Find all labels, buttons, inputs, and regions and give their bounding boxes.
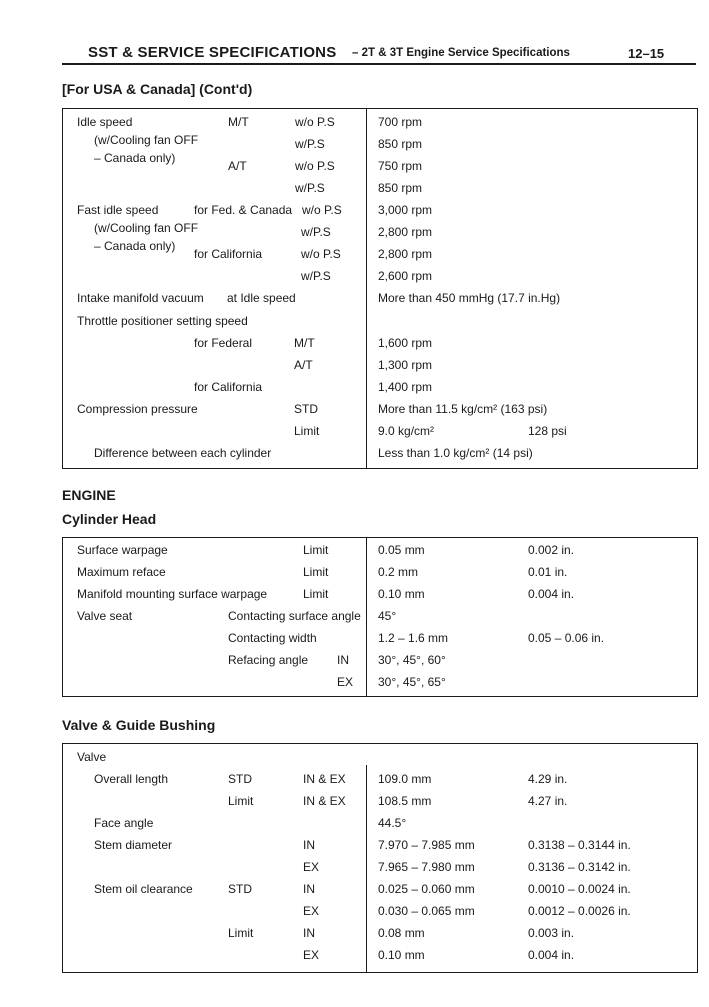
valve-guide-qualifier-label: EX xyxy=(303,948,320,962)
cylinder-head-imperial-value: 0.05 – 0.06 in. xyxy=(528,631,605,645)
idle-spec-item-label: Compression pressure xyxy=(77,402,198,416)
cylinder-head-item-label: Manifold mounting surface warpage xyxy=(77,587,268,601)
valve-guide-imperial-value: 4.29 in. xyxy=(528,772,568,786)
page-header-subtitle: – 2T & 3T Engine Service Specifications xyxy=(352,47,570,59)
section-title: ENGINE xyxy=(62,487,116,503)
cylinder-head-item-label: Surface warpage xyxy=(77,543,168,557)
subsection-title-valve-guide: Valve & Guide Bushing xyxy=(62,717,216,733)
cylinder-head-condition-label: Refacing angle xyxy=(228,653,309,667)
idle-spec-qualifier-label: Limit xyxy=(294,424,320,438)
valve-guide-qualifier-label: EX xyxy=(303,904,320,918)
cylinder-head-metric-value: 0.2 mm xyxy=(378,565,419,579)
idle-spec-qualifier-label: M/T xyxy=(294,336,315,350)
valve-guide-imperial-value: 0.004 in. xyxy=(528,948,575,962)
idle-spec-item-label: (w/Cooling fan OFF xyxy=(94,221,199,235)
idle-spec-qualifier-label: w/o P.S xyxy=(295,115,335,129)
valve-guide-imperial-value: 0.003 in. xyxy=(528,926,575,940)
valve-guide-qualifier-label: IN xyxy=(303,838,315,852)
valve-guide-metric-value: 109.0 mm xyxy=(378,772,432,786)
idle-spec-item-label: – Canada only) xyxy=(94,151,176,165)
valve-guide-qualifier-label: EX xyxy=(303,860,320,874)
idle-spec-metric-value: 700 rpm xyxy=(378,115,423,129)
idle-spec-metric-value: 2,800 rpm xyxy=(378,225,433,239)
idle-spec-item-label: (w/Cooling fan OFF xyxy=(94,133,199,147)
idle-spec-qualifier-label: w/o P.S xyxy=(295,159,335,173)
idle-spec-qualifier-label: A/T xyxy=(294,358,313,372)
idle-spec-metric-value: 2,600 rpm xyxy=(378,269,433,283)
valve-guide-imperial-value: 4.27 in. xyxy=(528,794,568,808)
idle-spec-condition-label: A/T xyxy=(228,159,247,173)
idle-spec-metric-value: Less than 1.0 kg/cm² (14 psi) xyxy=(378,446,533,460)
page-number: 12–15 xyxy=(628,46,665,61)
valve-guide-metric-value: 7.965 – 7.980 mm xyxy=(378,860,475,874)
idle-spec-qualifier-label: STD xyxy=(294,402,318,416)
valve-guide-qualifier-label: IN & EX xyxy=(303,772,346,786)
cylinder-head-metric-value: 30°, 45°, 65° xyxy=(378,675,446,689)
table-column-divider xyxy=(366,108,367,469)
page-header-title: SST & SERVICE SPECIFICATIONS xyxy=(88,44,337,61)
valve-guide-imperial-value: 0.0010 – 0.0024 in. xyxy=(528,882,631,896)
cylinder-head-metric-value: 0.10 mm xyxy=(378,587,425,601)
cylinder-head-condition-label: Contacting surface angle xyxy=(228,609,361,623)
cylinder-head-metric-value: 30°, 45°, 60° xyxy=(378,653,446,667)
header-rule xyxy=(62,63,696,65)
valve-guide-condition-label: STD xyxy=(228,882,252,896)
valve-guide-metric-value: 0.10 mm xyxy=(378,948,425,962)
cylinder-head-item-label: Maximum reface xyxy=(77,565,166,579)
cylinder-head-metric-value: 45° xyxy=(378,609,397,623)
valve-guide-item-label: Stem oil clearance xyxy=(94,882,193,896)
valve-guide-item-label: Face angle xyxy=(94,816,154,830)
table-column-divider xyxy=(366,537,367,697)
valve-guide-metric-value: 0.08 mm xyxy=(378,926,425,940)
idle-spec-condition-label: for California xyxy=(194,247,263,261)
idle-spec-metric-value: 3,000 rpm xyxy=(378,203,433,217)
idle-spec-qualifier-label: w/o P.S xyxy=(301,247,341,261)
cylinder-head-qualifier-label: Limit xyxy=(303,543,329,557)
cylinder-head-metric-value: 0.05 mm xyxy=(378,543,425,557)
idle-spec-qualifier-label: w/P.S xyxy=(301,225,331,239)
region-heading: [For USA & Canada] (Cont'd) xyxy=(62,81,253,97)
idle-spec-qualifier-label: w/P.S xyxy=(301,269,331,283)
valve-guide-qualifier-label: IN xyxy=(303,882,315,896)
idle-spec-item-label: Difference between each cylinder xyxy=(94,446,272,460)
valve-guide-qualifier-label: IN xyxy=(303,926,315,940)
cylinder-head-qualifier-label: Limit xyxy=(303,587,329,601)
valve-guide-qualifier-label: IN & EX xyxy=(303,794,346,808)
idle-spec-qualifier-label: w/P.S xyxy=(295,181,325,195)
cylinder-head-imperial-value: 0.002 in. xyxy=(528,543,575,557)
idle-spec-metric-value: 1,600 rpm xyxy=(378,336,433,350)
cylinder-head-condition-label: Contacting width xyxy=(228,631,317,645)
idle-spec-metric-value: 2,800 rpm xyxy=(378,247,433,261)
idle-spec-imperial-value: 128 psi xyxy=(528,424,567,438)
subsection-title-cylinder-head: Cylinder Head xyxy=(62,511,157,527)
idle-spec-metric-value: 1,300 rpm xyxy=(378,358,433,372)
idle-spec-condition-label: for California xyxy=(194,380,263,394)
valve-guide-item-label: Stem diameter xyxy=(94,838,173,852)
idle-spec-item-label: Intake manifold vacuum xyxy=(77,291,204,305)
cylinder-head-item-label: Valve seat xyxy=(77,609,133,623)
valve-guide-metric-value: 108.5 mm xyxy=(378,794,432,808)
idle-spec-metric-value: 1,400 rpm xyxy=(378,380,433,394)
valve-guide-imperial-value: 0.3138 – 0.3144 in. xyxy=(528,838,631,852)
idle-spec-item-label: Idle speed xyxy=(77,115,133,129)
valve-guide-item-label: Valve xyxy=(77,750,107,764)
valve-guide-metric-value: 0.030 – 0.065 mm xyxy=(378,904,475,918)
valve-guide-imperial-value: 0.3136 – 0.3142 in. xyxy=(528,860,631,874)
valve-guide-item-label: Overall length xyxy=(94,772,169,786)
valve-guide-condition-label: Limit xyxy=(228,794,254,808)
cylinder-head-qualifier-label: EX xyxy=(337,675,354,689)
idle-spec-qualifier-label: w/o P.S xyxy=(302,203,342,217)
cylinder-head-qualifier-label: IN xyxy=(337,653,349,667)
cylinder-head-qualifier-label: Limit xyxy=(303,565,329,579)
cylinder-head-imperial-value: 0.004 in. xyxy=(528,587,575,601)
idle-spec-metric-value: 850 rpm xyxy=(378,181,423,195)
idle-spec-condition-label: at Idle speed xyxy=(227,291,296,305)
idle-spec-item-label: Throttle positioner setting speed xyxy=(77,314,248,328)
cylinder-head-imperial-value: 0.01 in. xyxy=(528,565,568,579)
idle-spec-metric-value: 850 rpm xyxy=(378,137,423,151)
valve-guide-condition-label: STD xyxy=(228,772,252,786)
idle-spec-metric-value: 750 rpm xyxy=(378,159,423,173)
cylinder-head-metric-value: 1.2 – 1.6 mm xyxy=(378,631,449,645)
idle-spec-item-label: – Canada only) xyxy=(94,239,176,253)
valve-guide-metric-value: 44.5° xyxy=(378,816,407,830)
idle-spec-condition-label: M/T xyxy=(228,115,249,129)
valve-guide-metric-value: 7.970 – 7.985 mm xyxy=(378,838,475,852)
idle-spec-metric-value: More than 11.5 kg/cm² (163 psi) xyxy=(378,402,548,416)
idle-spec-qualifier-label: w/P.S xyxy=(295,137,325,151)
idle-spec-metric-value: More than 450 mmHg (17.7 in.Hg) xyxy=(378,291,561,305)
table-column-divider xyxy=(366,765,367,973)
idle-spec-condition-label: for Fed. & Canada xyxy=(194,203,293,217)
valve-guide-metric-value: 0.025 – 0.060 mm xyxy=(378,882,475,896)
idle-spec-item-label: Fast idle speed xyxy=(77,203,159,217)
idle-spec-metric-value: 9.0 kg/cm² xyxy=(378,424,435,438)
valve-guide-imperial-value: 0.0012 – 0.0026 in. xyxy=(528,904,631,918)
valve-guide-condition-label: Limit xyxy=(228,926,254,940)
idle-spec-condition-label: for Federal xyxy=(194,336,253,350)
